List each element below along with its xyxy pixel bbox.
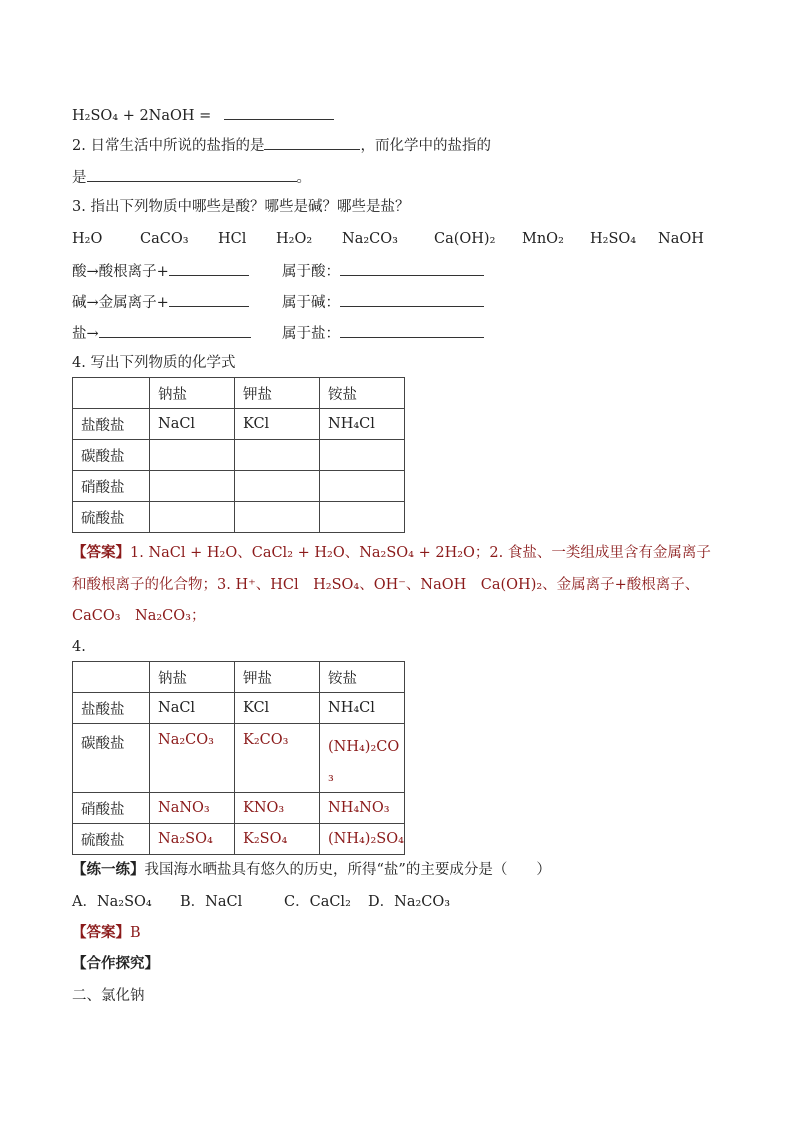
row-label: 硫酸盐 bbox=[73, 502, 150, 533]
answer-blank bbox=[99, 322, 251, 338]
acid-def-text: 酸→酸根离子+ bbox=[72, 264, 169, 280]
acid-belongs bbox=[282, 260, 484, 282]
answer-blank bbox=[224, 104, 334, 120]
table-row bbox=[73, 793, 405, 824]
base-belongs bbox=[282, 291, 484, 313]
question-2-line-1 bbox=[72, 134, 491, 156]
answer-blank bbox=[87, 166, 297, 182]
table-cell: Na₂CO₃ bbox=[150, 724, 235, 793]
table-header-cell: 钾盐 bbox=[235, 378, 320, 409]
table-cell bbox=[235, 440, 320, 471]
formula: Na₂CO₃ bbox=[342, 231, 398, 247]
question-3-title: 3. 指出下列物质中哪些是酸？哪些是碱？哪些是盐？ bbox=[72, 199, 410, 215]
table-cell: NH₄NO₃ bbox=[320, 793, 405, 824]
salt-belongs-label: 属于盐： bbox=[282, 326, 340, 342]
table-cell bbox=[320, 440, 405, 471]
table-header-row bbox=[73, 662, 405, 693]
formula: NaOH bbox=[658, 231, 704, 247]
formula: HCl bbox=[218, 231, 247, 247]
formula: CaCO₃ bbox=[140, 231, 189, 247]
formula-table bbox=[72, 377, 405, 533]
table-cell: KCl bbox=[235, 693, 320, 724]
answer-text: 1. NaCl + H₂O、CaCl₂ + H₂O、Na₂SO₄ + 2H₂O；2. 食盐、一类组成里含有金属离子 bbox=[130, 545, 711, 561]
salt-def-text: 盐→ bbox=[72, 326, 99, 342]
row-label: 盐酸盐 bbox=[73, 409, 150, 440]
salt-definition bbox=[72, 322, 251, 344]
table-cell bbox=[73, 662, 150, 693]
row-label: 碳酸盐 bbox=[73, 724, 150, 793]
acid-belongs-label: 属于酸： bbox=[282, 264, 340, 280]
answer-blank bbox=[340, 260, 484, 276]
table-row bbox=[73, 471, 405, 502]
table-cell bbox=[150, 502, 235, 533]
acid-definition bbox=[72, 260, 249, 282]
table-row bbox=[73, 440, 405, 471]
table-row bbox=[73, 724, 405, 793]
table-cell bbox=[73, 378, 150, 409]
option-d: D．Na₂CO₃ bbox=[368, 894, 451, 910]
base-def-text: 碱→金属离子+ bbox=[72, 295, 169, 311]
base-belongs-label: 属于碱： bbox=[282, 295, 340, 311]
table-cell bbox=[235, 502, 320, 533]
table-cell: (NH₄)₂CO₃ bbox=[320, 724, 405, 793]
formula: MnO₂ bbox=[522, 231, 564, 247]
table-row bbox=[73, 502, 405, 533]
formula: H₂O₂ bbox=[276, 231, 313, 247]
row-label: 硫酸盐 bbox=[73, 824, 150, 855]
table-cell: KNO₃ bbox=[235, 793, 320, 824]
practice-text: 我国海水晒盐具有悠久的历史，所得“盐”的主要成分是（ ） bbox=[144, 862, 551, 878]
table-header-row bbox=[73, 378, 405, 409]
answer-line-1 bbox=[72, 543, 711, 563]
answer-label: 【答案】 bbox=[72, 544, 130, 561]
formula: Ca(OH)₂ bbox=[434, 231, 496, 247]
practice-answer bbox=[72, 923, 141, 943]
answer-blank bbox=[340, 322, 484, 338]
table-cell: Na₂SO₄ bbox=[150, 824, 235, 855]
table-cell: K₂SO₄ bbox=[235, 824, 320, 855]
answer-line-2: 和酸根离子的化合物；3. H⁺、HCl H₂SO₄、OH⁻、NaOH Ca(OH)₂、金属离子+酸根离子、 bbox=[72, 577, 700, 593]
option-b: B．NaCl bbox=[180, 894, 243, 910]
table-header-cell: 铵盐 bbox=[320, 662, 405, 693]
formula: H₂SO₄ bbox=[590, 231, 637, 247]
table-cell bbox=[235, 471, 320, 502]
salt-belongs bbox=[282, 322, 484, 344]
section-title: 二、氯化钠 bbox=[72, 988, 145, 1004]
section-heading: 【合作探究】 bbox=[72, 955, 159, 972]
row-label: 碳酸盐 bbox=[73, 440, 150, 471]
table-header-cell: 钠盐 bbox=[150, 662, 235, 693]
table-cell: NaCl bbox=[150, 409, 235, 440]
question-2-text: 2. 日常生活中所说的盐指的是 bbox=[72, 138, 265, 154]
row-label: 盐酸盐 bbox=[73, 693, 150, 724]
formula: H₂O bbox=[72, 231, 103, 247]
table-cell: NaNO₃ bbox=[150, 793, 235, 824]
table-cell bbox=[320, 471, 405, 502]
table-cell bbox=[320, 502, 405, 533]
row-label: 硝酸盐 bbox=[73, 793, 150, 824]
answer-blank bbox=[169, 291, 249, 307]
answer-blank bbox=[169, 260, 249, 276]
equation-text: H₂SO₄ + 2NaOH = bbox=[72, 108, 212, 124]
answer-blank bbox=[340, 291, 484, 307]
table-cell: K₂CO₃ bbox=[235, 724, 320, 793]
option-a: A．Na₂SO₄ bbox=[72, 894, 152, 910]
answer-blank bbox=[264, 134, 360, 150]
question-2-text-continued: ，而化学中的盐指的 bbox=[360, 138, 491, 154]
answer-q4-label: 4. bbox=[72, 639, 86, 655]
question-2-line-2 bbox=[72, 166, 311, 188]
question-4-title: 4. 写出下列物质的化学式 bbox=[72, 355, 236, 371]
equation-line bbox=[72, 104, 334, 126]
table-cell bbox=[150, 440, 235, 471]
question-2-text-end: 是 bbox=[72, 170, 87, 186]
table-row bbox=[73, 409, 405, 440]
option-c: C．CaCl₂ bbox=[284, 894, 351, 910]
answer-table bbox=[72, 661, 405, 855]
table-header-cell: 铵盐 bbox=[320, 378, 405, 409]
table-header-cell: 钾盐 bbox=[235, 662, 320, 693]
table-cell: NH₄Cl bbox=[320, 409, 405, 440]
answer-value: B bbox=[130, 925, 141, 941]
period: 。 bbox=[296, 170, 311, 186]
row-label: 硝酸盐 bbox=[73, 471, 150, 502]
table-cell: (NH₄)₂SO₄ bbox=[320, 824, 405, 855]
table-cell: KCl bbox=[235, 409, 320, 440]
practice-question bbox=[72, 860, 551, 880]
table-cell: NH₄Cl bbox=[320, 693, 405, 724]
table-cell: NaCl bbox=[150, 693, 235, 724]
table-cell bbox=[150, 471, 235, 502]
table-header-cell: 钠盐 bbox=[150, 378, 235, 409]
practice-label: 【练一练】 bbox=[72, 861, 145, 878]
table-row bbox=[73, 824, 405, 855]
answer-line-3: CaCO₃ Na₂CO₃； bbox=[72, 608, 206, 624]
answer-label: 【答案】 bbox=[72, 924, 130, 941]
base-definition bbox=[72, 291, 249, 313]
table-row bbox=[73, 693, 405, 724]
